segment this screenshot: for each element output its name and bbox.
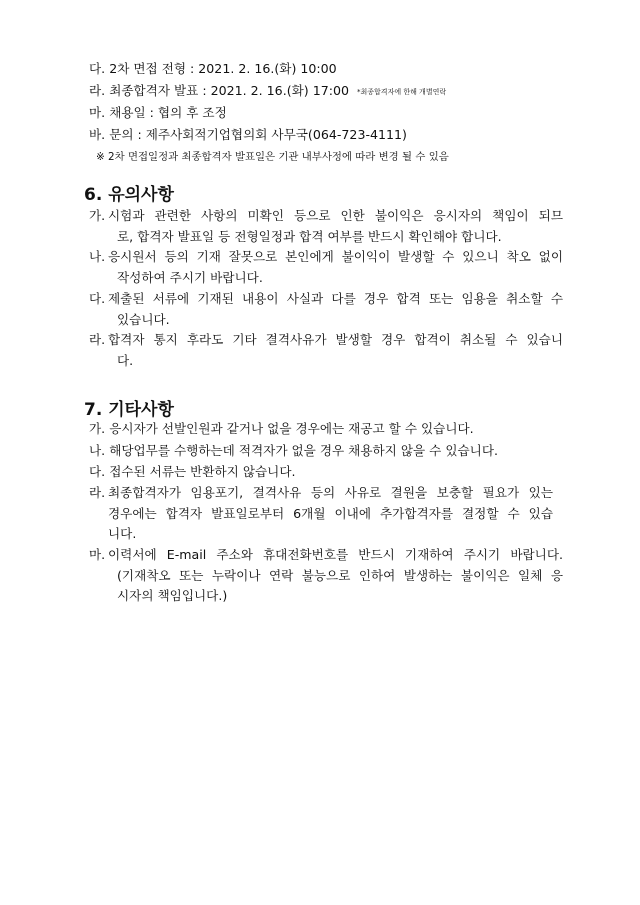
other-item-line: 니다. [108,526,137,541]
section-title-other-matters: 7. 기타사항 [84,400,174,420]
precaution-item-line: 있습니다. [117,312,170,327]
precaution-item-marker: 나. [89,249,106,264]
item-text: 응시자가 선발인원과 같거나 없을 경우에는 재공고 할 수 있습니다. [109,421,474,436]
item-marker: 가. [89,421,106,436]
item-marker: 나. [89,443,106,458]
schedule-item-interview [89,61,337,77]
precaution-item-line: 작성하여 주시기 바랍니다. [117,270,263,285]
item-marker: 다. [89,464,106,479]
precaution-item-line: 로, 합격자 발표일 등 전형일정과 합격 여부를 반드시 확인해야 합니다. [117,229,502,244]
section-title-precautions: 6. 유의사항 [84,185,174,205]
other-item [89,464,296,480]
other-item-marker: 라. [89,485,106,500]
other-item [89,421,474,437]
item-text: 채용일 : 협의 후 조정 [109,105,227,120]
other-item-line: 시자의 책임입니다.) [117,588,228,603]
item-marker: 바. [89,127,106,142]
other-item [89,443,498,459]
precaution-item-line: 합격자 통지 후라도 기타 결격사유가 발생할 경우 합격이 취소될 수 있습니 [108,332,563,347]
item-text: 해당업무를 수행하는데 적격자가 없을 경우 채용하지 않을 수 있습니다. [109,443,499,458]
schedule-item-hire-date [89,105,227,121]
precaution-item-marker: 다. [89,291,106,306]
item-text: 최종합격자 발표 : 2021. 2. 16.(화) 17:00 [109,83,349,98]
other-item-marker: 마. [89,547,106,562]
schedule-remark: ※ 2차 면접일정과 최종합격자 발표일은 기관 내부사정에 따라 변경 될 수 있음 [96,151,449,163]
item-text: 문의 : 제주사회적기업협의회 사무국(064-723-4111) [109,127,407,142]
item-note: *최종합격자에 한해 개별연락 [357,88,447,96]
item-marker: 라. [89,83,106,98]
other-item-line: 경우에는 합격자 발표일로부터 6개월 이내에 추가합격자를 결정할 수 있습 [108,506,553,521]
schedule-item-contact [89,127,407,143]
item-marker: 다. [89,61,106,76]
item-text: 2차 면접 전형 : 2021. 2. 16.(화) 10:00 [109,61,337,76]
precaution-item-line: 제출된 서류에 기재된 내용이 사실과 다를 경우 합격 또는 임용을 취소할 수 [108,291,563,306]
item-marker: 마. [89,105,106,120]
precaution-item-marker: 라. [89,332,106,347]
other-item-line: 최종합격자가 임용포기, 결격사유 등의 사유로 결원을 보충할 필요가 있는 [108,485,553,500]
other-item-line: 이력서에 E-mail 주소와 휴대전화번호를 반드시 기재하여 주시기 바랍니다. [108,547,563,562]
precaution-item-line: 시험과 관련한 사항의 미확인 등으로 인한 불이익은 응시자의 책임이 되므 [108,208,563,223]
precaution-item-line: 응시원서 등의 기재 잘못으로 본인에게 불이익이 발생할 수 있으니 착오 없이 [108,249,563,264]
precaution-item-marker: 가. [89,208,106,223]
item-text: 접수된 서류는 반환하지 않습니다. [109,464,296,479]
precaution-item-line: 다. [117,353,134,368]
schedule-item-final-announcement [89,83,446,100]
other-item-line: (기재착오 또는 누락이나 연락 불능으로 인하여 발생하는 불이익은 일체 응 [117,568,563,583]
